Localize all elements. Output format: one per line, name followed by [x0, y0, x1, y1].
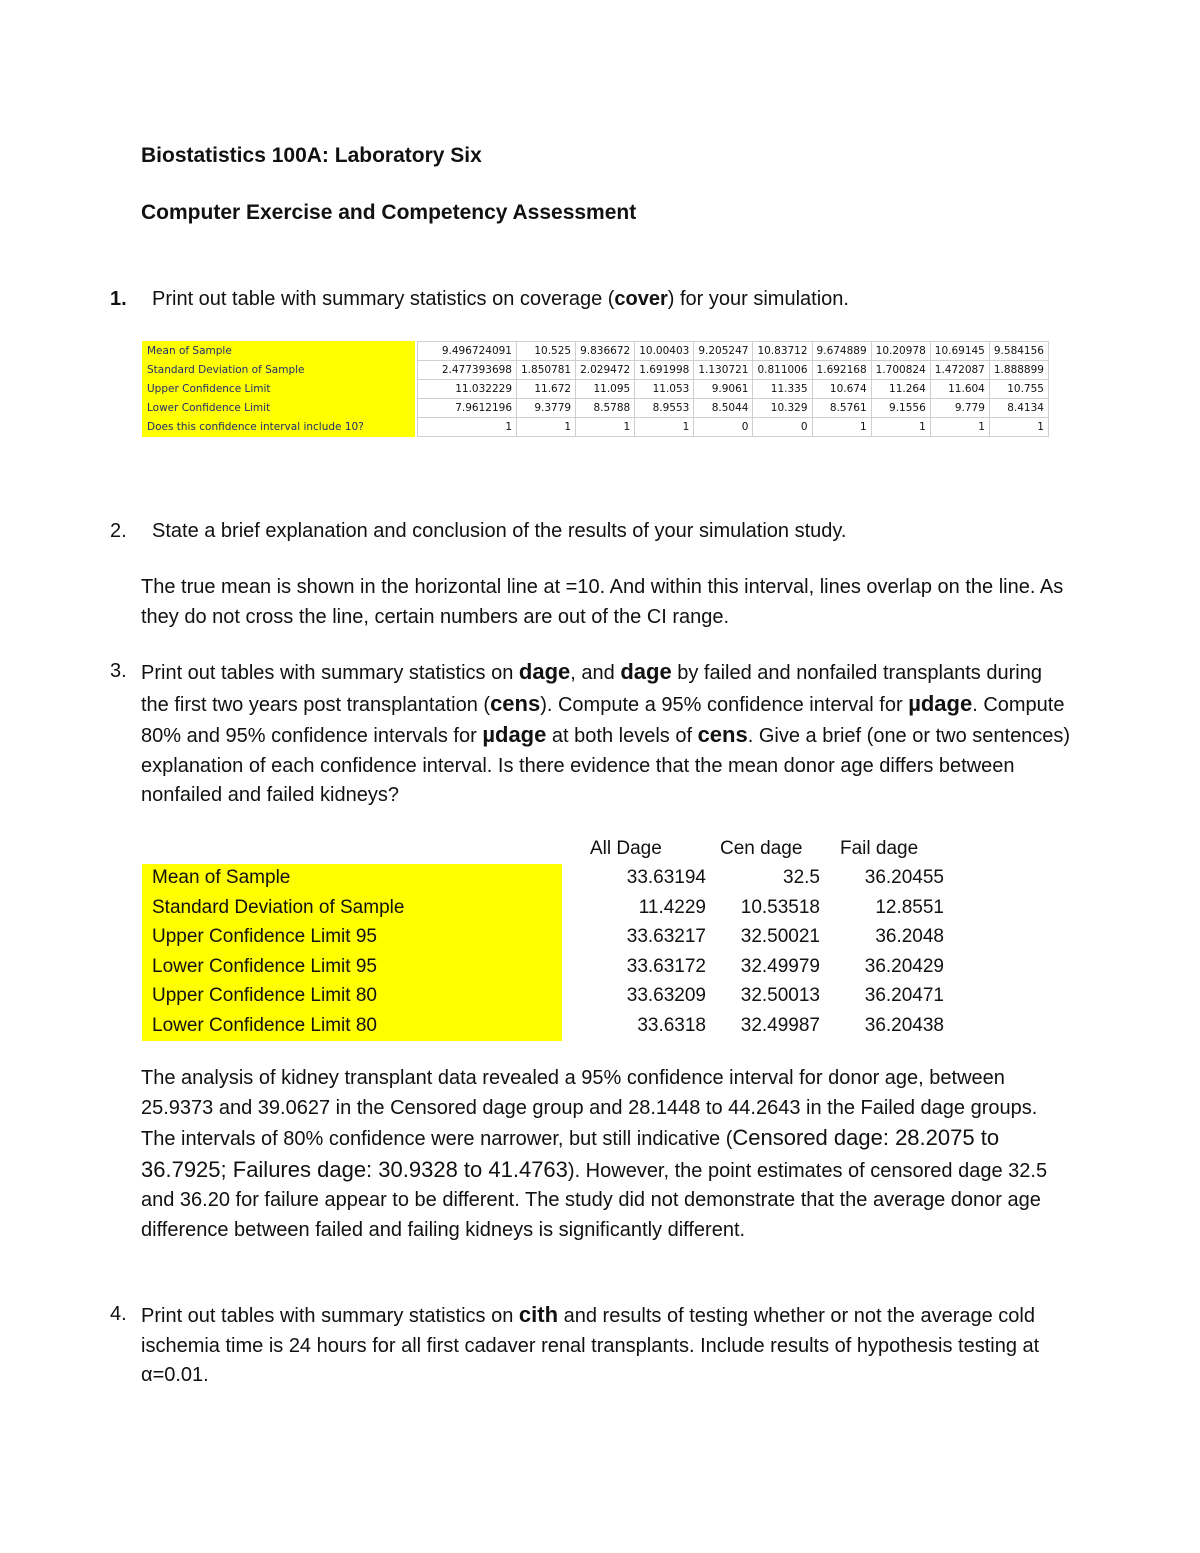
column-header: All Dage [590, 837, 662, 859]
question-number: 2. [110, 520, 127, 542]
table-cell: 32.5 [783, 867, 820, 889]
table-cell: 11.604 [930, 380, 989, 399]
table-row [142, 923, 944, 953]
table-cell: 8.4134 [989, 399, 1048, 418]
table-cell: 11.264 [871, 380, 930, 399]
header-spacer [142, 834, 562, 864]
table-cell: 2.029472 [576, 361, 635, 380]
table-cell: 9.1556 [871, 399, 930, 418]
table-cell: 32.49987 [740, 1014, 820, 1036]
document-title: Biostatistics 100A: Laboratory Six [141, 144, 482, 167]
table-cell: 1 [812, 418, 871, 437]
table-cell: 11.335 [753, 380, 812, 399]
table-cell: 8.5044 [694, 399, 753, 418]
table-row [143, 418, 1049, 437]
table-cell: 12.8551 [875, 896, 944, 918]
table-cell: 36.20438 [864, 1014, 944, 1036]
table-cell: 2.477393698 [418, 361, 517, 380]
question-number: 1. [110, 288, 127, 310]
table-cell: 1.850781 [517, 361, 576, 380]
question-text: State a brief explanation and conclusion of the results of your simulation study. [152, 520, 847, 542]
table-row [143, 399, 1049, 418]
answer-2: The true mean is shown in the horizontal line at =10. And within this interval, lines overlap on the line. As they do not cross the line, certain numbers are out of the CI range. [141, 576, 1064, 628]
column-header: Cen dage [720, 837, 803, 859]
table-cell: 10.53518 [740, 896, 820, 918]
table-row [143, 380, 1049, 399]
table-cell: 0.811006 [753, 361, 812, 380]
table-cell: 32.50021 [740, 926, 820, 948]
table-cell: 1 [989, 418, 1048, 437]
table-cell: 10.525 [517, 342, 576, 361]
table-row [142, 864, 944, 894]
table-cell: 1 [418, 418, 517, 437]
table-cell: 10.674 [812, 380, 871, 399]
table-cell: 8.9553 [635, 399, 694, 418]
table-cell: 32.49979 [740, 955, 820, 977]
table-cell: 32.50013 [740, 985, 820, 1007]
table-cell: 1.691998 [635, 361, 694, 380]
table-cell: 8.5788 [576, 399, 635, 418]
table-cell: 7.9612196 [418, 399, 517, 418]
row-label: Lower Confidence Limit 80 [142, 1011, 562, 1041]
table-row [142, 1011, 944, 1041]
table-cell: 1.472087 [930, 361, 989, 380]
table-cell: 1.130721 [694, 361, 753, 380]
row-label: Standard Deviation of Sample [143, 361, 415, 380]
table-cell: 33.63194 [626, 867, 706, 889]
table-cell: 9.3779 [517, 399, 576, 418]
document-subtitle: Computer Exercise and Competency Assessment [141, 201, 637, 224]
table-cell: 33.63217 [626, 926, 706, 948]
table-cell: 1 [930, 418, 989, 437]
table-row [143, 361, 1049, 380]
table-cell: 36.2048 [875, 926, 944, 948]
row-label: Does this confidence interval include 10? [143, 418, 415, 437]
table-cell: 1 [576, 418, 635, 437]
row-label: Upper Confidence Limit 95 [142, 923, 562, 953]
table-row [142, 893, 944, 923]
column-header: Fail dage [840, 837, 919, 859]
table-cell: 11.095 [576, 380, 635, 399]
table-cell: 11.032229 [418, 380, 517, 399]
table-cell: 9.779 [930, 399, 989, 418]
table-cell: 33.6318 [637, 1014, 706, 1036]
table-cell: 36.20455 [864, 867, 944, 889]
table-cell: 11.672 [517, 380, 576, 399]
row-label: Standard Deviation of Sample [142, 893, 562, 923]
table-row [142, 982, 944, 1012]
table-cell: 1.700824 [871, 361, 930, 380]
table-row [143, 342, 1049, 361]
table-cell: 9.496724091 [418, 342, 517, 361]
question-text: Print out table with summary statistics on coverage (cover) for your simulation. [152, 288, 849, 310]
row-label: Lower Confidence Limit [143, 399, 415, 418]
table-cell: 33.63172 [626, 955, 706, 977]
table-cell: 9.584156 [989, 342, 1048, 361]
table-cell: 9.9061 [694, 380, 753, 399]
table-cell: 1 [517, 418, 576, 437]
table-cell: 33.63209 [626, 985, 706, 1007]
table-cell: 11.053 [635, 380, 694, 399]
question-text: Print out tables with summary statistics on dage, and dage by failed and nonfailed transplants during the first two years post transplantation (cens). Compute a 95% confidence interval for µdage. Compute 80% and 95% confidence intervals for µdage at both levels of cens. Give a brief (one or two sentences) explanation of each confidence interval. Is there evidence that the mean donor age differs between nonfailed and failed kidneys? [141, 659, 1071, 806]
table-cell: 9.205247 [694, 342, 753, 361]
table-cell: 9.674889 [812, 342, 871, 361]
table-cell: 1 [871, 418, 930, 437]
table-cell: 0 [694, 418, 753, 437]
row-label: Upper Confidence Limit 80 [142, 982, 562, 1012]
question-text: Print out tables with summary statistics on cith and results of testing whether or not the average cold ischemia time is 24 hours for all first cadaver renal transplants. Include results of hypothesis testing at α=0.01. [141, 1302, 1040, 1386]
table-cell: 1 [635, 418, 694, 437]
table-cell: 11.4229 [638, 896, 706, 918]
table-cell: 10.329 [753, 399, 812, 418]
table-cell: 8.5761 [812, 399, 871, 418]
question-number: 4. [110, 1303, 127, 1325]
table-row [142, 952, 944, 982]
row-label: Mean of Sample [143, 342, 415, 361]
table-cell: 10.69145 [930, 342, 989, 361]
simulation-summary-table [142, 341, 1049, 437]
table-cell: 10.755 [989, 380, 1048, 399]
table-cell: 1.692168 [812, 361, 871, 380]
row-label: Upper Confidence Limit [143, 380, 415, 399]
donor-age-table [142, 834, 944, 1041]
row-label: Lower Confidence Limit 95 [142, 952, 562, 982]
table-cell: 1.888899 [989, 361, 1048, 380]
table-cell: 0 [753, 418, 812, 437]
table-cell: 10.83712 [753, 342, 812, 361]
table-cell: 36.20471 [864, 985, 944, 1007]
table-cell: 36.20429 [864, 955, 944, 977]
answer-3: The analysis of kidney transplant data revealed a 95% confidence interval for donor age, between 25.9373 and 39.0627 in the Censored dage group and 28.1448 to 44.2643 in the Failed dage groups. The intervals of 80% confidence were narrower, but still indicative (Censored dage: 28.2075 to 36.7925; Failures dage: 30.9328 to 41.4763). However, the point estimates of censored dage 32.5 and 36.20 for failure appear to be different. The study did not demonstrate that the average donor age difference between failed and failing kidneys is significantly different. [141, 1067, 1048, 1241]
table-cell: 10.00403 [635, 342, 694, 361]
table-header-row [142, 834, 944, 864]
question-number: 3. [110, 660, 127, 682]
table-cell: 10.20978 [871, 342, 930, 361]
row-label: Mean of Sample [142, 864, 562, 894]
table-cell: 9.836672 [576, 342, 635, 361]
